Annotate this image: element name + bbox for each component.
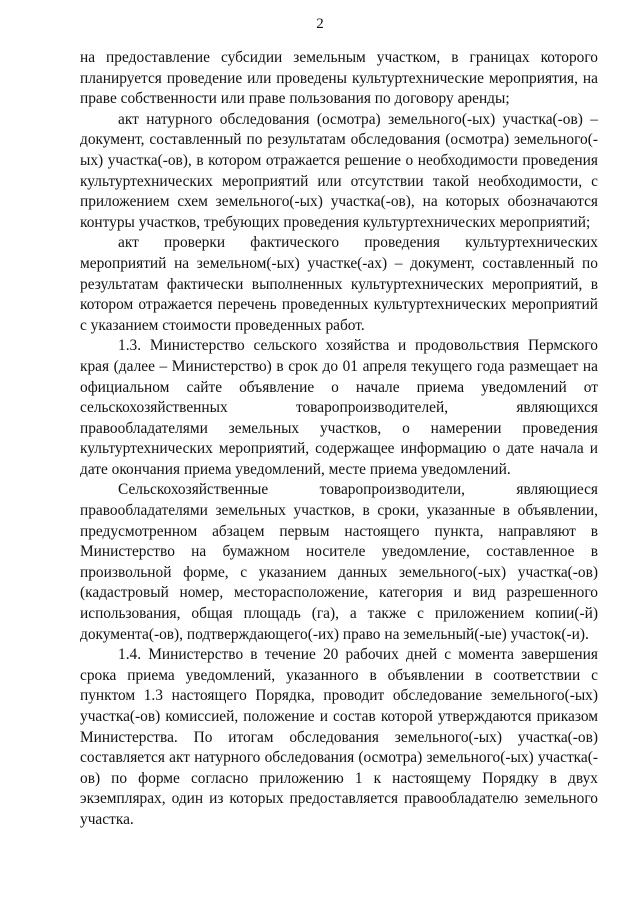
page-number: 2 [316, 16, 324, 32]
paragraph-verification-act-definition: акт проверки фактического проведения культуртехнических мероприятий на земельном(-ых) участке(-ах) – документ, составленный по результатам фактически выполненных культуртехнических мероприятий, в котором отражается перечень проведенных культуртехнических мероприятий с указанием стоимости проведенных работ. [80, 234, 598, 334]
paragraph-subsidy-continuation: на предоставление субсидии земельным участком, в границах которого планируется проведение или проведены культуртехнические мероприятия, на праве собственности или праве пользования по договору аренды; [80, 49, 598, 108]
paragraph-inspection-act-definition: акт натурного обследования (осмотра) земельного(-ых) участка(-ов) – документ, составленный по результатам обследования (осмотра) земельного(-ых) участка(-ов), в котором отражается решение о необходимости проведения культуртехнических мероприятий или отсутствии такой необходимости, с приложением схем земельного(-ых) участка(-ов), на которых обозначаются контуры участков, требующих проведения культуртехнических мероприятий; [80, 110, 598, 231]
paragraph-clause-1-3: 1.3. Министерство сельского хозяйства и продовольствия Пермского края (далее – Министерство) в срок до 01 апреля текущего года размещает на официальном сайте объявление о начале приема уведомлений от сельскохозяйственных товаропроизводителей, являющихся правообладателями земельных участков, о намерении проведения культуртехнических мероприятий, содержащее информацию о дате начала и дате окончания приема уведомлений, месте приема уведомлений. [80, 337, 598, 478]
document-body [80, 48, 598, 831]
paragraph-producers-notification: Сельскохозяйственные товаропроизводители, являющиеся правообладателями земельных участков, в сроки, указанные в объявлении, предусмотренном абзацем первым настоящего пункта, направляют в Министерство на бумажном носителе уведомление, составленное в произвольной форме, с указанием данных земельного(-ых) участка(-ов) (кадастровый номер, месторасположение, категория и вид разрешенного использования, общая площадь (га), а также с приложением копии(-й) документа(-ов), подтверждающего(-их) право на земельный(-ые) участок(-и). [80, 481, 598, 643]
paragraph-clause-1-4: 1.4. Министерство в течение 20 рабочих дней с момента завершения срока приема уведомлений, указанного в объявлении в соответствии с пунктом 1.3 настоящего Порядка, проводит обследование земельного(-ых) участка(-ов) комиссией, положение и состав которой утверждаются приказом Министерства. По итогам обследования земельного(-ых) участка(-ов) составляется акт натурного обследования (осмотра) земельного(-ых) участка(-ов) по форме согласно приложению 1 к настоящему Порядку в двух экземплярах, один из которых предоставляется правообладателю земельного участка. [80, 646, 598, 828]
